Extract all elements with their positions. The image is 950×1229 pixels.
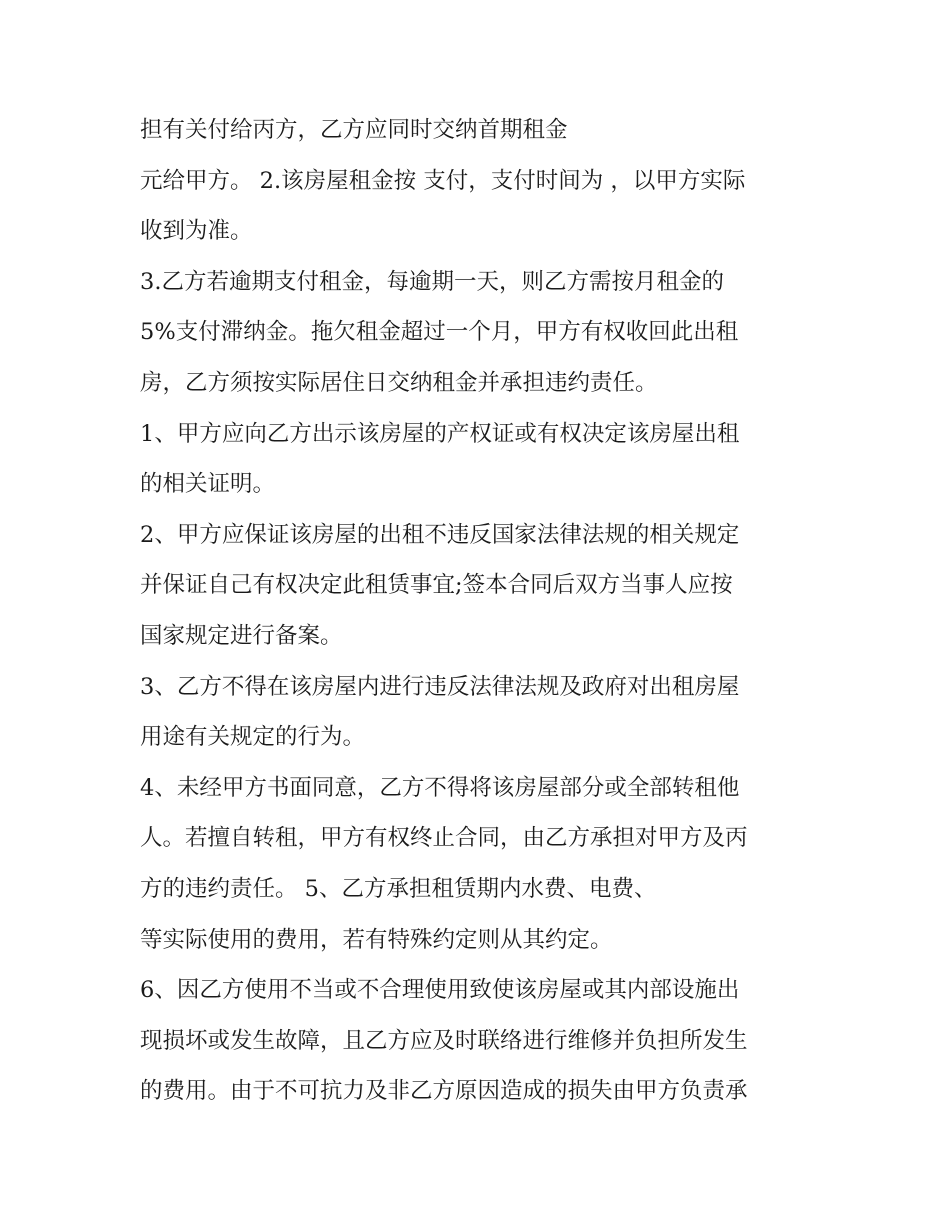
text-line: 元给甲方。 2.该房屋租金按 支付，支付时间为 ，以甲方实际 (140, 168, 746, 194)
text-line: 的相关证明。 (140, 471, 276, 497)
text-line: 并保证自己有权决定此租赁事宜;签本合同后双方当事人应按 (140, 572, 733, 598)
text-line: 6、因乙方使用不当或不合理使用致使该房屋或其内部设施出 (140, 977, 740, 1003)
text-line: 3、乙方不得在该房屋内进行违反法律法规及政府对出租房屋 (140, 674, 740, 700)
text-line: 房，乙方须按实际居住日交纳租金并承担违约责任。 (140, 370, 658, 396)
text-line: 5%支付滞纳金。拖欠租金超过一个月，甲方有权收回此出租 (140, 319, 739, 345)
text-line: 收到为准。 (140, 218, 253, 244)
text-line: 3.乙方若逾期支付租金，每逾期一天，则乙方需按月租金的 (140, 269, 724, 295)
text-line: 用途有关规定的行为。 (140, 724, 366, 750)
text-line: 人。若擅自转租，甲方有权终止合同，由乙方承担对甲方及丙 (140, 825, 748, 851)
text-line: 担有关付给丙方，乙方应同时交纳首期租金 (140, 117, 568, 143)
text-line: 方的违约责任。 5、乙方承担租赁期内水费、电费、 (140, 876, 657, 902)
text-line: 4、未经甲方书面同意，乙方不得将该房屋部分或全部转租他 (140, 775, 740, 801)
text-line: 的费用。由于不可抗力及非乙方原因造成的损失由甲方负责承 (140, 1078, 748, 1104)
text-line: 现损坏或发生故障，且乙方应及时联络进行维修并负担所发生 (140, 1028, 748, 1054)
text-line: 国家规定进行备案。 (140, 623, 343, 649)
text-line: 1、甲方应向乙方出示该房屋的产权证或有权决定该房屋出租 (140, 421, 740, 447)
text-line: 等实际使用的费用，若有特殊约定则从其约定。 (140, 927, 613, 953)
text-line: 2、甲方应保证该房屋的出租不违反国家法律法规的相关规定 (140, 522, 740, 548)
